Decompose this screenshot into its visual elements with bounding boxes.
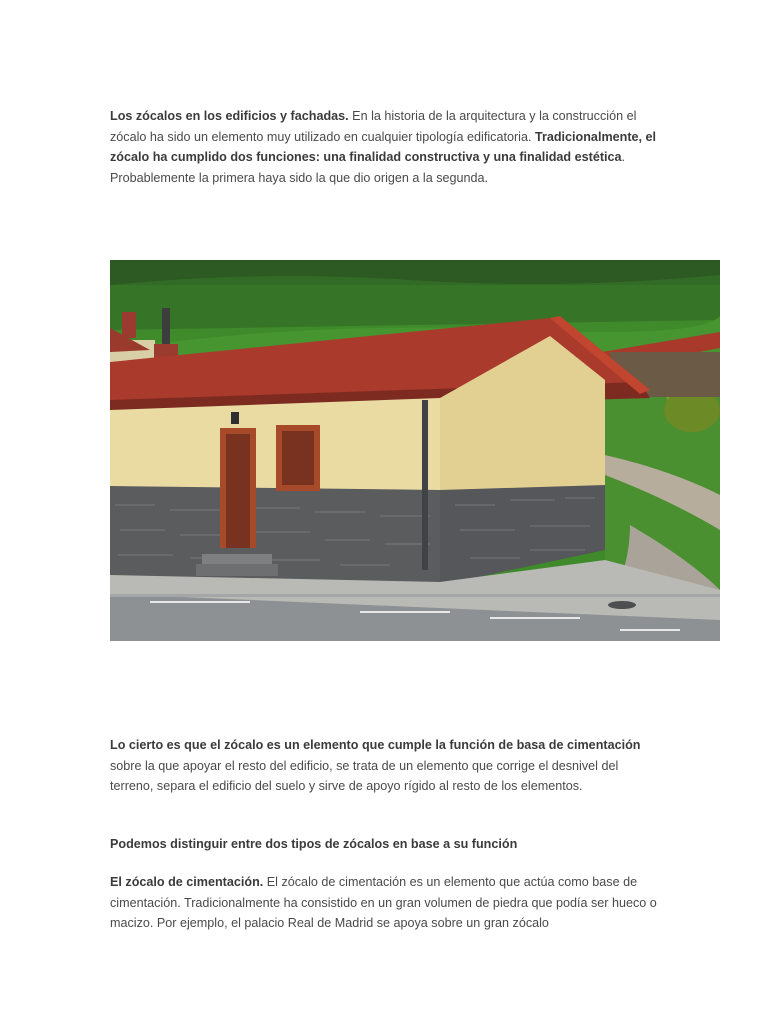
cimentacion-paragraph <box>110 872 662 934</box>
basa-text: sobre la que apoyar el resto del edificio, se trata de un elemento que corrige el desnivel del terreno, separa el edificio del suelo y sirve de apoyo rígido al resto de los elementos. <box>110 758 619 793</box>
basa-highlight: Lo cierto es que el zócalo es un elemento que cumple la función de basa de cimentación <box>110 738 641 752</box>
intro-highlight: Tradicionalmente, el zócalo ha cumplido dos funciones: una finalidad constructiva y una finalidad estética <box>110 129 657 164</box>
types-heading <box>110 834 662 855</box>
house-plinth-photo <box>110 260 720 641</box>
types-heading-text: Podemos distinguir entre dos tipos de zócalos en base a su función <box>110 837 518 851</box>
intro-paragraph <box>110 106 662 188</box>
cimentacion-text: El zócalo de cimentación es un elemento que actúa como base de cimentación. Tradicionalmente ha consistido en un gran volumen de piedra que podía ser hueco o macizo. Por ejemplo, el palacio Real de Madrid se apoya sobre un gran zócalo <box>110 875 657 930</box>
cimentacion-heading: El zócalo de cimentación. <box>110 875 264 889</box>
intro-text-b: . Probablemente la primera haya sido la que dio origen a la segunda. <box>110 150 626 185</box>
intro-text-a: En la historia de la arquitectura y la construcción el zócalo ha sido un elemento muy utilizado en cualquier tipología edificatoria. <box>110 109 637 144</box>
intro-heading: Los zócalos en los edificios y fachadas. <box>110 109 349 123</box>
basa-paragraph <box>110 735 662 797</box>
